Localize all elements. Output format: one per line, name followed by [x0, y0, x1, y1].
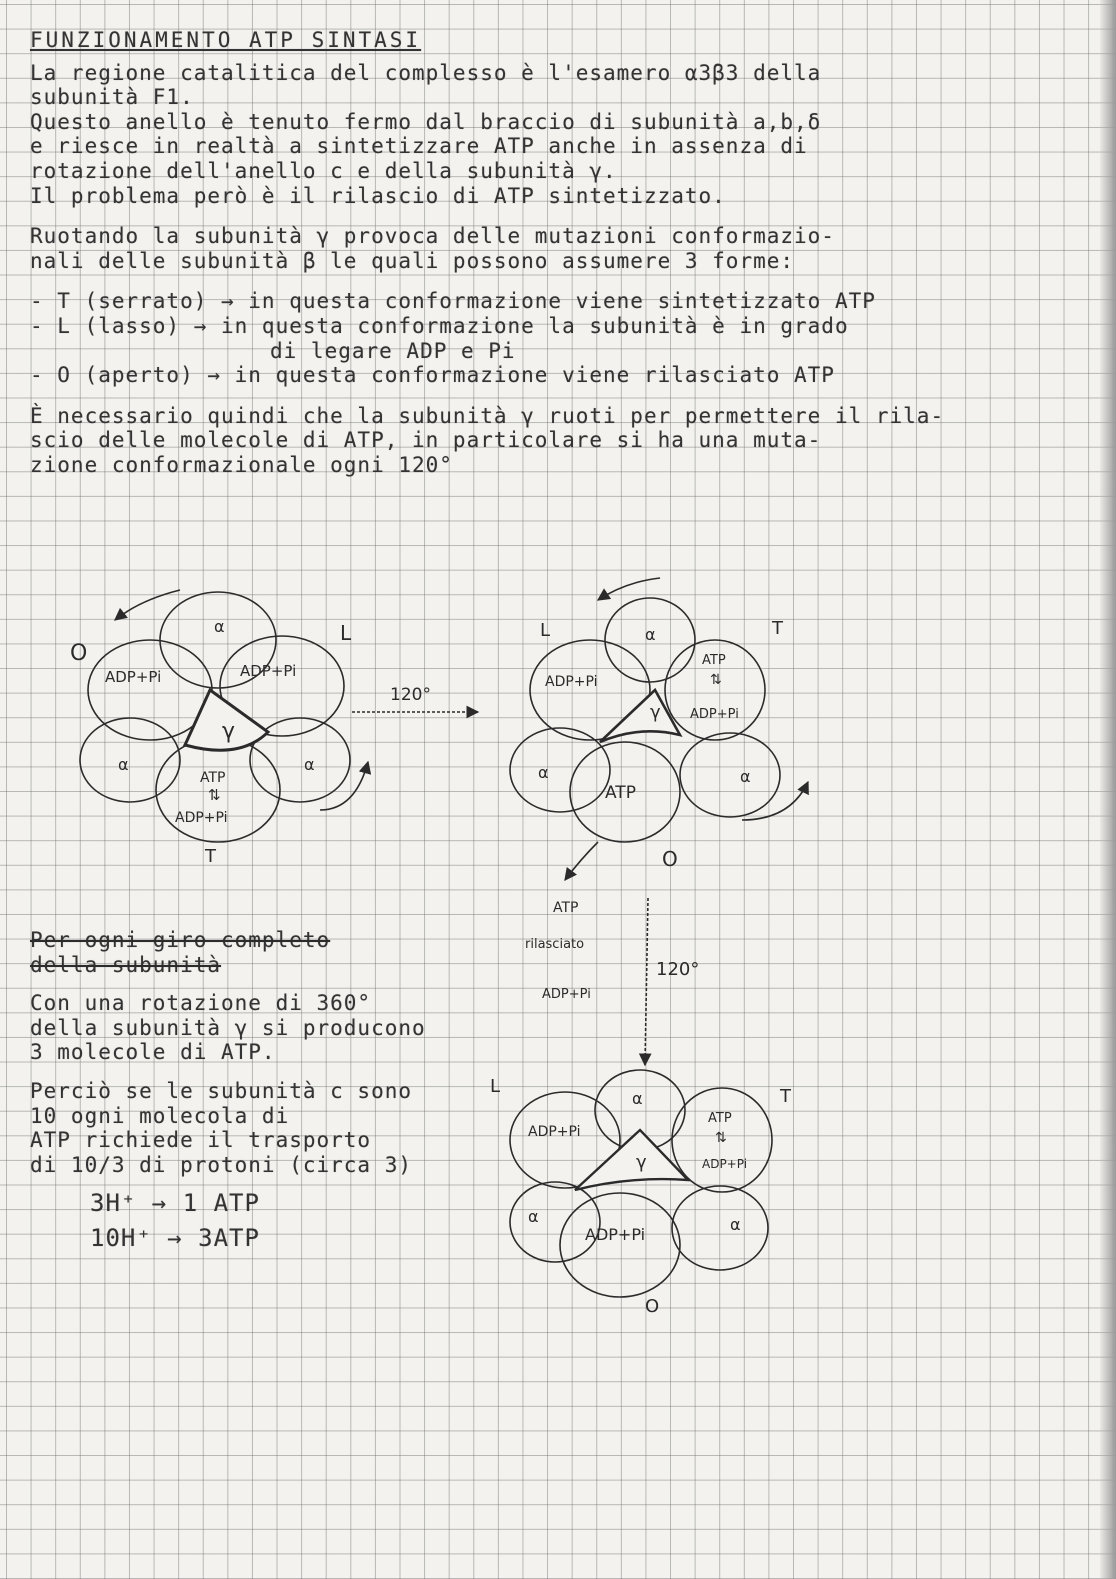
gamma-label: γ: [636, 1152, 647, 1173]
text-line: nali delle subunità β le quali possono assumere 3 forme:: [30, 248, 795, 273]
beta-t-arrows: ⇅: [715, 1130, 727, 1146]
released-label: rilasciato: [525, 937, 585, 952]
beta-t-bottom-label: ADP+Pi: [690, 707, 739, 722]
text-line: Per ogni giro completo: [30, 928, 331, 952]
beta-t-bottom-label: ADP+Pi: [175, 810, 228, 826]
text-line: Questo anello è tenuto fermo dal braccio di subunità a,b,δ: [30, 109, 822, 134]
beta-o-label: ATP: [605, 783, 636, 803]
beta-t-top-label: ATP: [708, 1111, 732, 1126]
alpha-label: α: [214, 617, 225, 636]
beta-t-top-label: ATP: [200, 770, 226, 786]
beta-l-label: ADP+Pi: [545, 674, 598, 690]
text-line: 3 molecole di ATP.: [30, 1040, 276, 1065]
state-label-o: O: [645, 1296, 660, 1317]
beta-t-top-label: ATP: [702, 653, 726, 668]
rotation-arrow: [115, 590, 180, 620]
state-label-o: O: [70, 641, 88, 666]
rotation-arrow: [320, 762, 368, 810]
input-label: ADP+Pi: [542, 987, 591, 1002]
text-line: rotazione dell'anello c e della subunità γ.: [30, 158, 617, 183]
text-line: della subunità: [30, 952, 222, 977]
state-label-l: L: [490, 1076, 501, 1097]
released-atp-label: ATP: [553, 900, 579, 916]
gamma-label: γ: [650, 702, 661, 723]
equation-1: 3H⁺ → 1 ATP: [90, 1189, 260, 1218]
gamma-label: γ: [222, 719, 236, 744]
release-arrow: [565, 842, 598, 880]
alpha-subunit: [80, 718, 180, 802]
rotation-arrow: [742, 782, 808, 820]
text-line: Perciò se le subunità c sono: [30, 1078, 413, 1103]
page-title: FUNZIONAMENTO ATP SINTASI: [30, 28, 422, 52]
state-item-t: - T (serrato) → in questa conformazione viene sintetizzato ATP: [30, 289, 876, 314]
alpha-label: α: [118, 755, 129, 774]
alpha-label: α: [645, 625, 656, 644]
gamma-subunit: [600, 690, 680, 742]
alpha-label: α: [528, 1207, 539, 1226]
state-label-t: T: [780, 1086, 791, 1107]
rotation-label: 120°: [656, 959, 700, 980]
beta-t-bottom-label: ADP+Pi: [702, 1157, 748, 1171]
text-line: È necessario quindi che la subunità γ ruoti per permettere il rila-: [30, 403, 945, 428]
state-label-l: L: [340, 621, 352, 645]
alpha-subunit: [680, 733, 780, 817]
beta-l-label: ADP+Pi: [240, 662, 297, 680]
state-item-l: - L (lasso) → in questa conformazione la subunità è in grado: [30, 313, 849, 338]
beta-o-label: ADP+Pi: [585, 1225, 646, 1244]
beta-t-arrows: ⇅: [710, 672, 722, 688]
alpha-label: α: [632, 1089, 643, 1108]
rotation-label: 120°: [390, 685, 431, 705]
alpha-label: α: [740, 767, 751, 786]
alpha-label: α: [730, 1215, 741, 1234]
equation-2: 10H⁺ → 3ATP: [90, 1223, 260, 1252]
state-label-t: T: [205, 846, 216, 867]
text-line: della subunità γ si producono: [30, 1015, 426, 1040]
alpha-label: α: [304, 755, 315, 774]
text-line: La regione catalitica del complesso è l'esamero α3β3 della: [30, 60, 822, 85]
text-line: ATP richiede il trasporto: [30, 1128, 372, 1153]
beta-l-label: ADP+Pi: [528, 1124, 581, 1140]
text-line: Il problema però è il rilascio di ATP sintetizzato.: [30, 183, 726, 208]
diagram-3: [490, 1070, 792, 1317]
diagram-2: [510, 578, 808, 1065]
alpha-subunit: [672, 1186, 768, 1270]
text-line: scio delle molecole di ATP, in particolare si ha una muta-: [30, 428, 822, 453]
text-line: 10 ogni molecola di: [30, 1103, 290, 1128]
text-line: zione conformazionale ogni 120°: [30, 452, 453, 477]
text-line: di 10/3 di protoni (circa 3): [30, 1152, 413, 1177]
text-line: Con una rotazione di 360°: [30, 991, 372, 1016]
state-item-l-continued: di legare ADP e Pi: [270, 338, 516, 363]
text-line: e riesce in realtà a sintetizzare ATP anche in assenza di: [30, 134, 808, 159]
state-label-t: T: [772, 618, 783, 639]
rotation-arrow: [598, 578, 660, 600]
state-label-l: L: [540, 620, 551, 641]
beta-o-label: ADP+Pi: [105, 668, 162, 686]
transition-arrow: [645, 898, 648, 1065]
diagram-1: [70, 590, 478, 867]
text-line: Ruotando la subunità γ provoca delle mutazioni conformazio-: [30, 224, 835, 249]
text-line: subunità F1.: [30, 85, 194, 110]
alpha-label: α: [538, 763, 549, 782]
state-item-o: - O (aperto) → in questa conformazione viene rilasciato ATP: [30, 363, 835, 388]
beta-t-arrows: ⇅: [208, 786, 221, 804]
beta-subunit-o: [560, 1193, 680, 1297]
alpha-subunit: [510, 1182, 600, 1262]
state-label-o: O: [662, 847, 678, 871]
